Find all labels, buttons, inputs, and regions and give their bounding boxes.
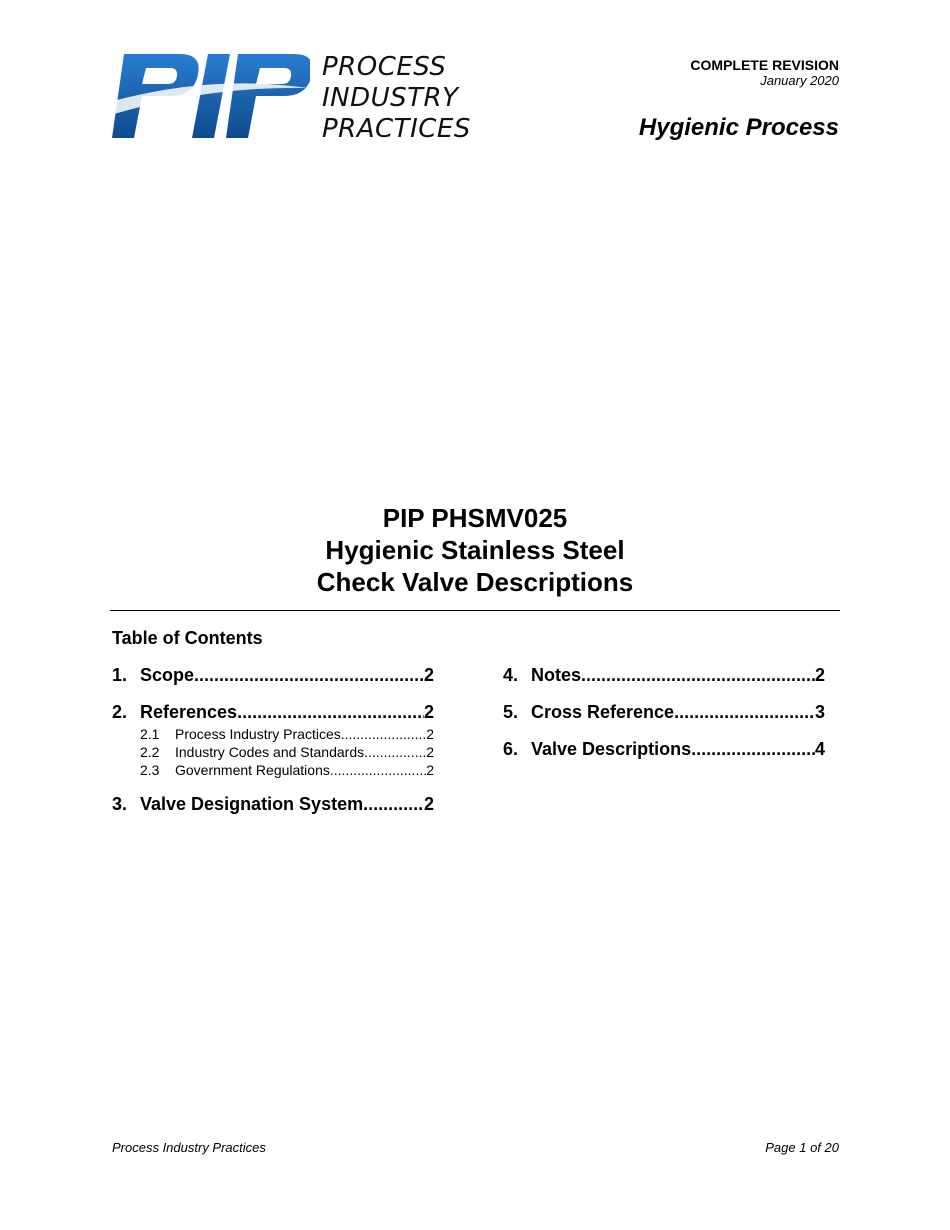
logo-word: PRACTICES xyxy=(322,114,471,144)
toc-page: 2 xyxy=(426,726,434,742)
toc-number: 1. xyxy=(112,665,128,685)
toc-page: 2 xyxy=(814,665,825,685)
toc-entry-notes[interactable] xyxy=(503,664,825,686)
title-line: PIP PHSMV025 xyxy=(382,503,568,533)
toc-entry-scope[interactable] xyxy=(112,664,434,686)
toc-page: 2 xyxy=(423,794,434,814)
toc-label: Cross Reference xyxy=(531,702,675,722)
toc-number: 2.1 xyxy=(140,726,160,742)
toc-column-left xyxy=(112,664,434,830)
toc-entry-references[interactable] xyxy=(112,701,434,723)
revision-label: COMPLETE REVISION xyxy=(690,57,839,73)
toc-number: 2.3 xyxy=(140,762,160,778)
footer-organization: Process Industry Practices xyxy=(112,1140,266,1155)
toc-heading: Table of Contents xyxy=(112,628,263,648)
logo-wordmark xyxy=(322,52,471,145)
toc-page: 2 xyxy=(423,702,434,722)
revision-date: January 2020 xyxy=(760,73,839,88)
toc-label: Valve Descriptions xyxy=(531,739,692,759)
toc-label: Notes xyxy=(531,665,582,685)
document-category: Hygienic Process xyxy=(638,114,839,141)
toc-entry-valve-descriptions[interactable] xyxy=(503,738,825,760)
toc-subentries xyxy=(112,725,434,779)
pip-logo xyxy=(110,52,490,144)
toc-label: References xyxy=(140,702,238,722)
toc-page: 4 xyxy=(814,739,825,759)
toc-page: 3 xyxy=(814,702,825,722)
toc-number: 6. xyxy=(503,739,519,759)
toc-subentry-industry-codes[interactable] xyxy=(112,743,434,761)
toc-leader xyxy=(237,701,424,723)
logo-word: PROCESS xyxy=(322,52,447,82)
toc-page: 2 xyxy=(423,665,434,685)
toc-label: Scope xyxy=(140,665,195,685)
footer-page-number: Page 1 of 20 xyxy=(765,1140,839,1155)
revision-info xyxy=(690,57,839,89)
toc-leader xyxy=(581,664,815,686)
toc-leader xyxy=(330,761,426,779)
toc-leader xyxy=(341,725,426,743)
toc-number: 2. xyxy=(112,702,128,722)
logo-word: INDUSTRY xyxy=(322,83,459,113)
toc-number: 3. xyxy=(112,794,128,814)
toc-number: 5. xyxy=(503,702,519,722)
toc-page: 2 xyxy=(426,762,434,778)
toc-label: Valve Designation System xyxy=(140,794,364,814)
toc-entry-valve-designation-system[interactable] xyxy=(112,793,434,815)
toc-leader xyxy=(194,664,424,686)
pip-logo-mark xyxy=(110,52,310,140)
title-line: Check Valve Descriptions xyxy=(316,567,634,597)
title-divider xyxy=(110,610,840,611)
toc-number: 4. xyxy=(503,665,519,685)
toc-leader xyxy=(674,701,815,723)
toc-number: 2.2 xyxy=(140,744,160,760)
toc-entry-cross-reference[interactable] xyxy=(503,701,825,723)
title-line: Hygienic Stainless Steel xyxy=(325,535,625,565)
toc-label: Industry Codes and Standards xyxy=(175,744,365,760)
toc-leader xyxy=(691,738,815,760)
toc-label: Process Industry Practices xyxy=(175,726,341,742)
toc-column-right xyxy=(503,664,825,775)
toc-label: Government Regulations xyxy=(175,762,330,778)
toc-leader xyxy=(364,743,426,761)
document-title xyxy=(0,502,950,598)
toc-leader xyxy=(363,793,424,815)
toc-subentry-government-regulations[interactable] xyxy=(112,761,434,779)
toc-subentry-process-industry-practices[interactable] xyxy=(112,725,434,743)
toc-page: 2 xyxy=(426,744,434,760)
